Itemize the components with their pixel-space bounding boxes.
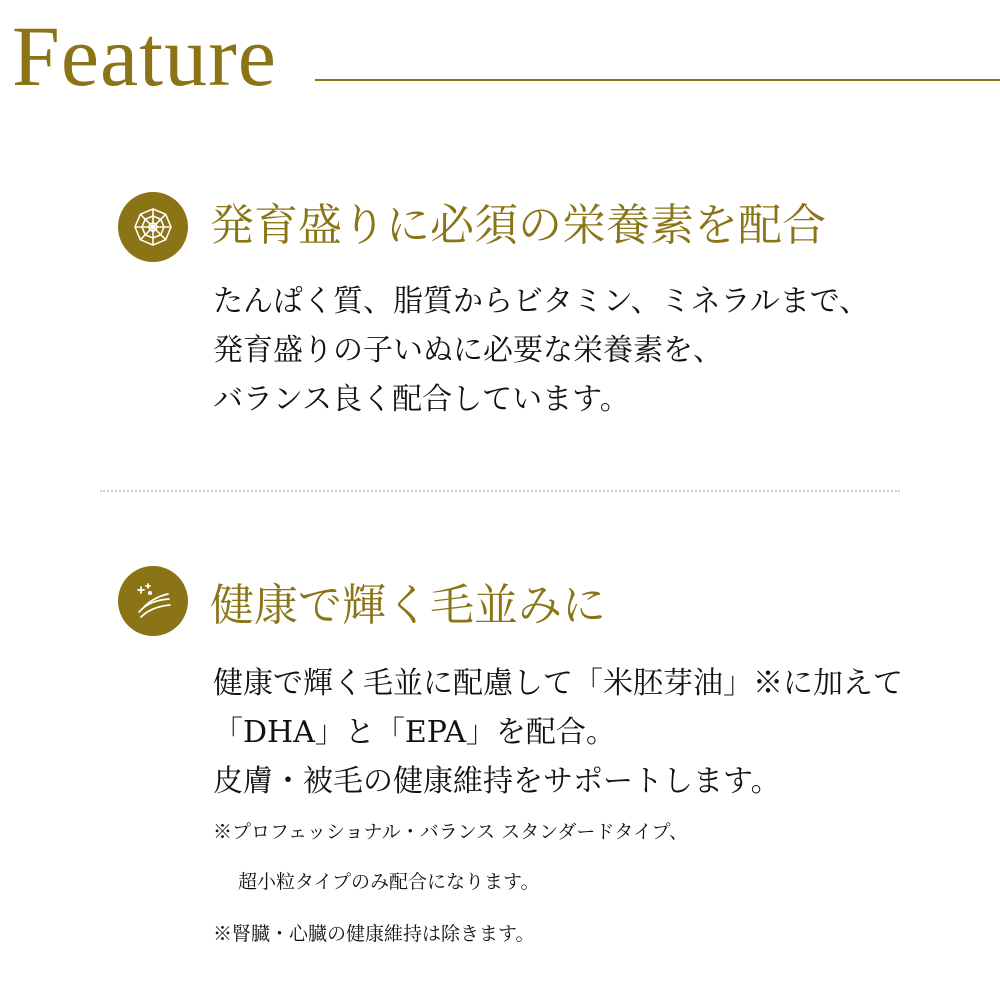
footnote-line: ※プロフェッショナル・バランス スタンダードタイプ、 (213, 821, 688, 843)
feature-icon-coat (118, 566, 188, 636)
feature-icon-nutrients (118, 192, 188, 262)
feature-text-line: たんぱく質、脂質からビタミン、ミネラルまで、 (213, 284, 870, 319)
nutrient-wheel-icon (131, 205, 175, 249)
feature-text-line: 健康で輝く毛並に配慮して「米胚芽油」※に加えて (213, 666, 903, 701)
feature-title: Feature (12, 8, 277, 104)
footnote-line: ※腎臓・心臓の健康維持は除きます。 (213, 923, 535, 945)
feature-heading-coat: 健康で輝く毛並みに (210, 580, 606, 631)
section-divider (100, 490, 900, 492)
feature-text-line: 発育盛りの子いぬに必要な栄養素を、 (213, 333, 723, 368)
footnote-line: 超小粒タイプのみ配合になります。 (238, 871, 540, 893)
title-rule (315, 79, 1000, 81)
feature-text-line: 皮膚・被毛の健康維持をサポートします。 (213, 764, 781, 799)
feature-text-line: バランス良く配合しています。 (213, 382, 630, 417)
shiny-coat-icon (131, 579, 175, 623)
feature-heading-nutrients: 発育盛りに必須の栄養素を配合 (210, 200, 826, 251)
feature-text-line: 「DHA」と「EPA」を配合。 (213, 715, 616, 750)
